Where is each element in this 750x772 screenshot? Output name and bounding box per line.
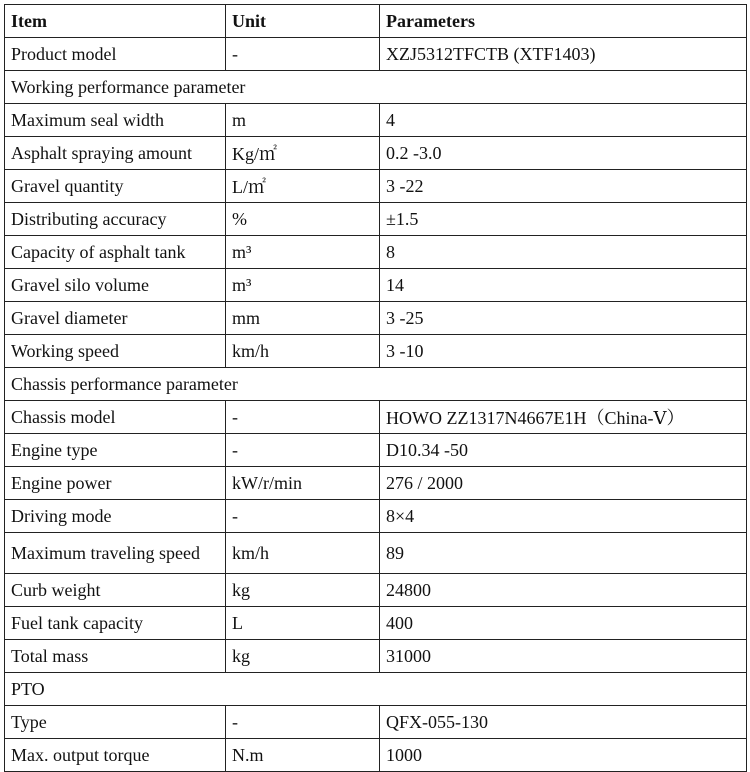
cell-item: Maximum seal width [5, 104, 226, 137]
spec-table [4, 4, 747, 772]
cell-unit: mm [226, 302, 380, 335]
table-row [5, 467, 747, 500]
cell-parameter: 0.2 -3.0 [380, 137, 747, 170]
cell-unit: kg [226, 640, 380, 673]
cell-item: Gravel silo volume [5, 269, 226, 302]
cell-unit: m³ [226, 269, 380, 302]
cell-parameter: 400 [380, 607, 747, 640]
cell-item: Engine power [5, 467, 226, 500]
section-row [5, 368, 747, 401]
table-row [5, 706, 747, 739]
table-row [5, 203, 747, 236]
cell-item: Fuel tank capacity [5, 607, 226, 640]
cell-parameter: HOWO ZZ1317N4667E1H（China-Ⅴ） [380, 401, 747, 434]
table-row [5, 38, 747, 71]
table-row [5, 137, 747, 170]
cell-item: Curb weight [5, 574, 226, 607]
cell-parameter: D10.34 -50 [380, 434, 747, 467]
cell-parameter: 4 [380, 104, 747, 137]
header-parameters: Parameters [380, 5, 747, 38]
table-row [5, 302, 747, 335]
cell-parameter: XZJ5312TFCTB (XTF1403) [380, 38, 747, 71]
header-row [5, 5, 747, 38]
cell-item: Working speed [5, 335, 226, 368]
section-title: PTO [5, 673, 747, 706]
cell-unit: km/h [226, 335, 380, 368]
cell-unit: L [226, 607, 380, 640]
cell-parameter: 1000 [380, 739, 747, 772]
header-item: Item [5, 5, 226, 38]
section-row [5, 71, 747, 104]
table-row [5, 170, 747, 203]
cell-unit: Kg/㎡ [226, 137, 380, 170]
table-row [5, 640, 747, 673]
cell-unit: - [226, 434, 380, 467]
section-title: Chassis performance parameter [5, 368, 747, 401]
table-row [5, 236, 747, 269]
cell-item: Driving mode [5, 500, 226, 533]
cell-parameter: QFX-055-130 [380, 706, 747, 739]
table-row [5, 739, 747, 772]
cell-unit: m³ [226, 236, 380, 269]
cell-unit: N.m [226, 739, 380, 772]
cell-item: Engine type [5, 434, 226, 467]
cell-unit: kg [226, 574, 380, 607]
cell-unit: kW/r/min [226, 467, 380, 500]
cell-parameter: 276 / 2000 [380, 467, 747, 500]
cell-item: Chassis model [5, 401, 226, 434]
cell-item: Gravel quantity [5, 170, 226, 203]
cell-parameter: 8 [380, 236, 747, 269]
table-row [5, 434, 747, 467]
cell-parameter: 3 -25 [380, 302, 747, 335]
cell-parameter: 3 -22 [380, 170, 747, 203]
cell-unit: L/㎡ [226, 170, 380, 203]
cell-parameter: 8×4 [380, 500, 747, 533]
table-row [5, 533, 747, 574]
table-body [5, 38, 747, 772]
cell-item: Product model [5, 38, 226, 71]
cell-parameter: 3 -10 [380, 335, 747, 368]
cell-item: Type [5, 706, 226, 739]
cell-unit: % [226, 203, 380, 236]
cell-item: Total mass [5, 640, 226, 673]
cell-item: Maximum traveling speed [5, 533, 226, 574]
table-row [5, 574, 747, 607]
table-row [5, 401, 747, 434]
cell-parameter: 14 [380, 269, 747, 302]
cell-unit: - [226, 500, 380, 533]
cell-item: Capacity of asphalt tank [5, 236, 226, 269]
cell-unit: - [226, 706, 380, 739]
cell-unit: km/h [226, 533, 380, 574]
table-row [5, 335, 747, 368]
cell-item: Max. output torque [5, 739, 226, 772]
table-row [5, 269, 747, 302]
cell-unit: - [226, 401, 380, 434]
cell-item: Asphalt spraying amount [5, 137, 226, 170]
cell-unit: - [226, 38, 380, 71]
cell-parameter: 31000 [380, 640, 747, 673]
table-row [5, 607, 747, 640]
section-title: Working performance parameter [5, 71, 747, 104]
cell-parameter: 89 [380, 533, 747, 574]
cell-item: Distributing accuracy [5, 203, 226, 236]
cell-item: Gravel diameter [5, 302, 226, 335]
table-row [5, 104, 747, 137]
cell-parameter: ±1.5 [380, 203, 747, 236]
cell-unit: m [226, 104, 380, 137]
table-row [5, 500, 747, 533]
section-row [5, 673, 747, 706]
header-unit: Unit [226, 5, 380, 38]
cell-parameter: 24800 [380, 574, 747, 607]
